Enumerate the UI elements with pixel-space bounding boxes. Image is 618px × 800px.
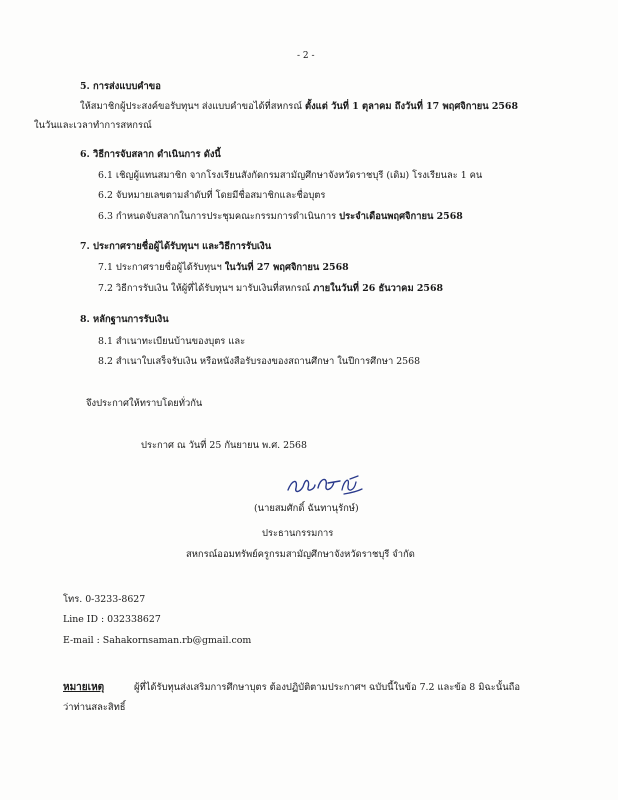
section-5-line-1 — [80, 101, 518, 113]
note-line-1: ผู้ที่ได้รับทุนส่งเสริมการศึกษาบุตร ต้องปฏิบัติตามประกาศฯ ฉบับนี้ในข้อ 7.2 และข้อ 8 มิฉะนั้นถือ — [134, 682, 520, 693]
section-7-item-2 — [98, 283, 443, 295]
section-6-item-1: 6.1 เชิญผู้แทนสมาชิก จากโรงเรียนสังกัดกรมสามัญศึกษาจังหวัดราชบุรี (เดิม) โรงเรียนละ 1 คน — [98, 170, 483, 181]
section-5-date-range: ตั้งแต่ วันที่ 1 ตุลาคม ถึงวันที่ 17 พฤศจิกายน 2568 — [305, 101, 518, 112]
contact-phone: โทร. 0-3233-8627 — [63, 594, 146, 605]
section-7-heading: 7. ประกาศรายชื่อผู้ได้รับทุนฯ และวิธีการรับเงิน — [80, 241, 272, 252]
section-6-item-3 — [98, 211, 463, 223]
note-line-2: ว่าท่านสละสิทธิ์ — [63, 702, 126, 713]
signature-image — [284, 470, 366, 500]
section-7-item-1-text: 7.1 ประกาศรายชื่อผู้ได้รับทุนฯ — [98, 262, 222, 273]
section-6-item-3-text: 6.3 กำหนดจับสลากในการประชุมคณะกรรมการดำเนินการ — [98, 211, 337, 222]
section-8-item-1: 8.1 สำเนาทะเบียนบ้านของบุตร และ — [98, 336, 246, 347]
section-6-item-2: 6.2 จับหมายเลขตามลำดับที่ โดยมีชื่อสมาชิกและชื่อบุตร — [98, 190, 326, 201]
section-7-item-2-text: 7.2 วิธีการรับเงิน ให้ผู้ที่ได้รับทุนฯ มารับเงินที่สหกรณ์ — [98, 283, 311, 294]
contact-line-id: Line ID : 032338627 — [63, 614, 161, 625]
announcement-date: ประกาศ ณ วันที่ 25 กันยายน พ.ศ. 2568 — [141, 440, 307, 451]
signer-position: ประธานกรรมการ — [262, 528, 334, 539]
signer-name: (นายสมศักดิ์ ฉันทานุรักษ์) — [254, 503, 359, 514]
section-6-item-3-month: ประจำเดือนพฤศจิกายน 2568 — [339, 211, 463, 222]
section-6-heading: 6. วิธีการจับสลาก ดำเนินการ ดังนี้ — [80, 149, 221, 160]
page-number: - 2 - — [297, 51, 315, 61]
section-5-line-1-text: ให้สมาชิกผู้ประสงค์ขอรับทุนฯ ส่งแบบคำขอได้ที่สหกรณ์ — [80, 101, 303, 112]
signer-organization: สหกรณ์ออมทรัพย์ครูกรมสามัญศึกษาจังหวัดราชบุรี จำกัด — [186, 549, 415, 560]
contact-email: E-mail : Sahakornsaman.rb@gmail.com — [63, 635, 252, 646]
section-8-item-2: 8.2 สำเนาใบเสร็จรับเงิน หรือหนังสือรับรองของสถานศึกษา ในปีการศึกษา 2568 — [98, 356, 421, 367]
section-7-item-1 — [98, 262, 349, 274]
closing-statement: จึงประกาศให้ทราบโดยทั่วกัน — [86, 398, 203, 409]
section-7-item-1-date: ในวันที่ 27 พฤศจิกายน 2568 — [224, 262, 349, 273]
section-5-line-2: ในวันและเวลาทำการสหกรณ์ — [34, 120, 152, 131]
section-8-heading: 8. หลักฐานการรับเงิน — [80, 314, 169, 325]
section-7-item-2-deadline: ภายในวันที่ 26 ธันวาคม 2568 — [313, 283, 443, 294]
section-5-heading: 5. การส่งแบบคำขอ — [80, 81, 161, 92]
note-label: หมายเหตุ — [63, 682, 105, 693]
